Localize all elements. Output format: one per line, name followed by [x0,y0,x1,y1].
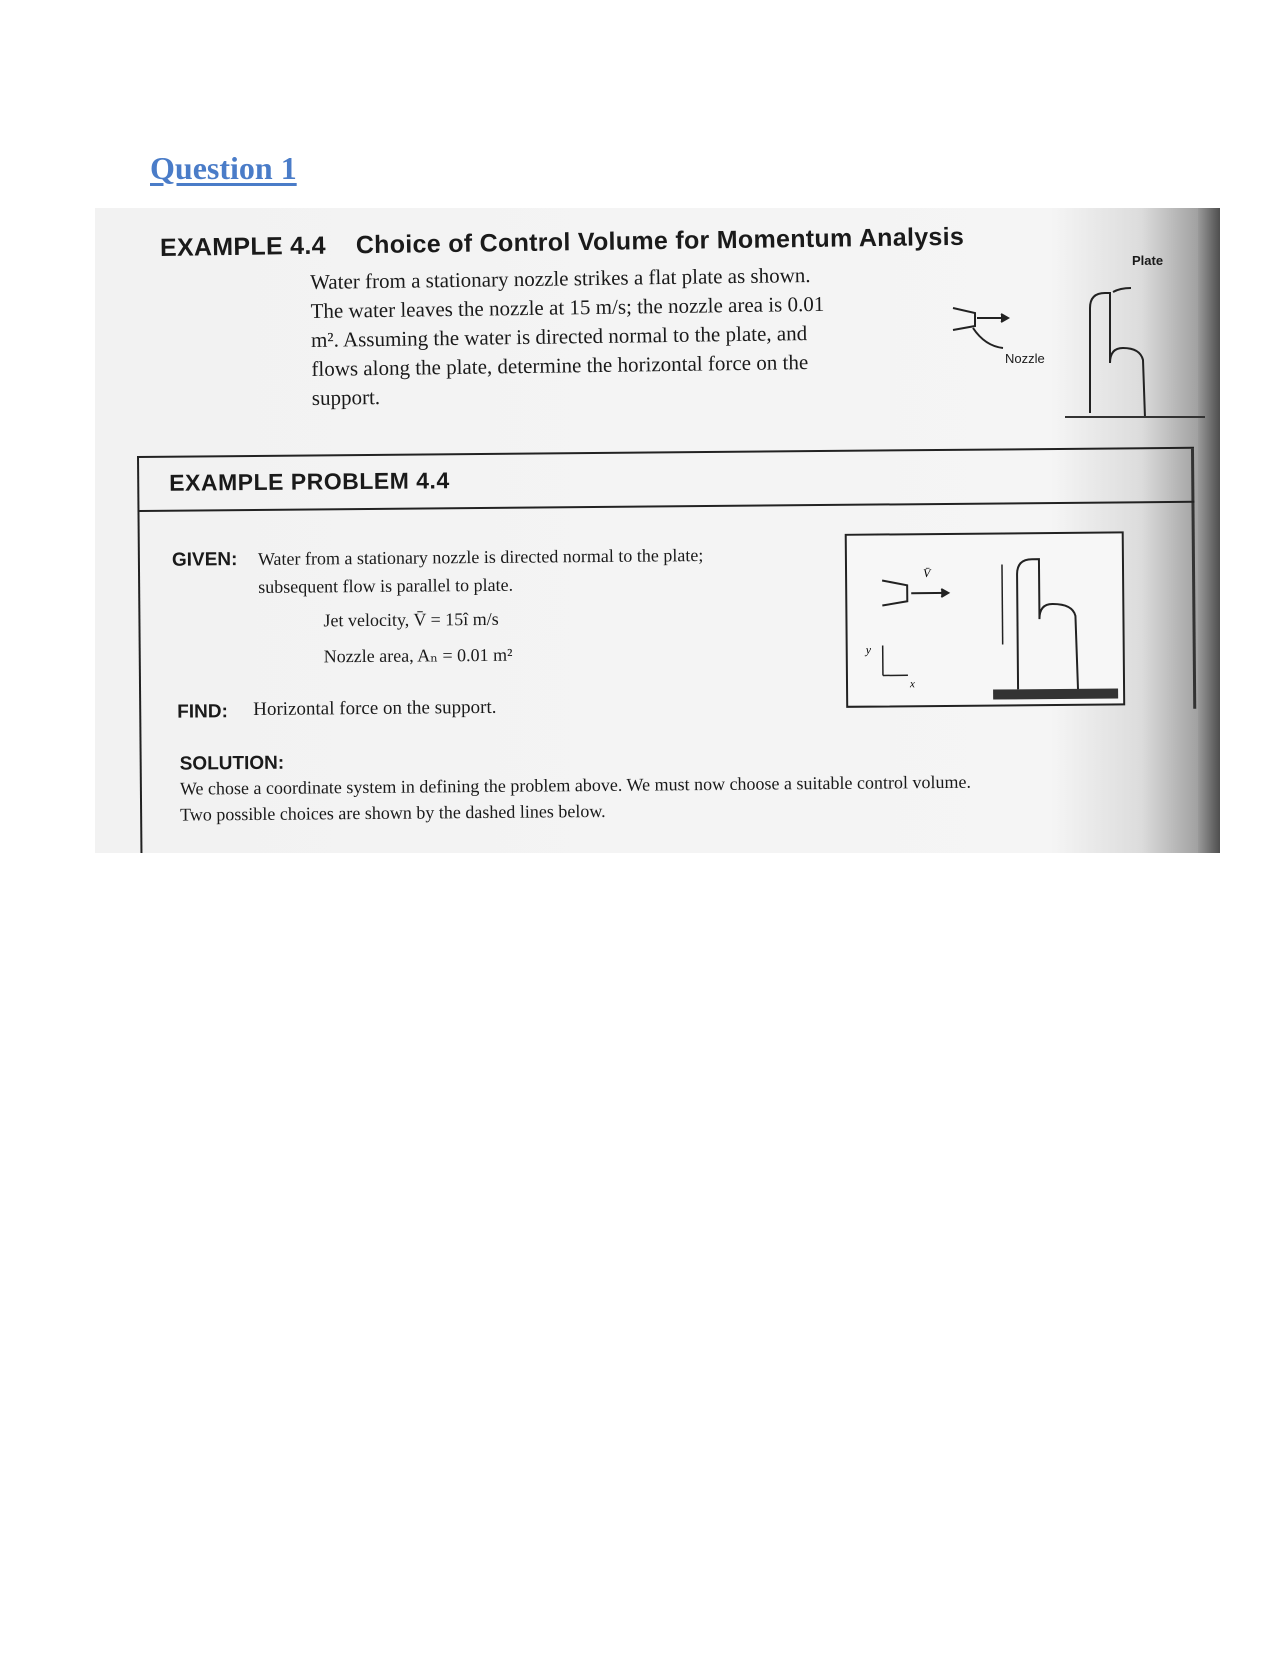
nozzle-area: Nozzle area, Aₙ = 0.01 m² [323,644,513,667]
support-base [993,688,1118,699]
nozzle-shape [953,308,975,330]
problem-figure [845,531,1126,707]
box-right-border [1191,449,1196,709]
given-line: Water from a stationary nozzle is directed normal to the plate; [257,545,704,569]
example-heading [160,223,964,263]
find-text: Horizontal force on the support. [253,696,497,720]
jet-arrow-head [1001,314,1008,322]
plate-outline [1017,559,1078,693]
problem-figure-drawing [847,533,1123,705]
example-body-line: flows along the plate, determine the horizontal force on the [311,350,809,381]
plate-label: Plate [1132,253,1164,268]
support-base [1065,416,1205,418]
velocity-arrow-head [941,589,948,597]
scanned-textbook-excerpt [95,208,1220,853]
example-number: EXAMPLE 4.4 [159,231,327,262]
given-text [258,540,818,601]
example-title: Choice of Control Volume for Momentum Analysis [355,222,965,260]
nozzle-plate-figure [945,248,1215,418]
nozzle-label: Nozzle [1005,351,1045,366]
example-body-line: Water from a stationary nozzle strikes a flat plate as shown. [310,263,811,294]
y-axis-label: y [865,642,872,657]
given-label: GIVEN: [171,549,238,571]
nozzle-pointer-line [973,328,1003,348]
problem-title: EXAMPLE PROBLEM 4.4 [169,467,450,496]
flow-line-up [1002,564,1003,644]
solution-line: We chose a coordinate system in defining the problem above. We must now choose a suitable control volume. [179,771,972,799]
example-problem-box [137,447,1198,853]
given-line: subsequent flow is parallel to plate. [258,574,514,597]
solution-text [180,767,1190,828]
solution-label: SOLUTION: [179,752,285,775]
title-divider [139,501,1194,512]
example-body-line: m². Assuming the water is directed normal to the plate, and [310,321,808,352]
question-title: Question 1 [150,150,297,186]
example-body-line: support. [311,385,381,410]
plate-outline [1090,293,1145,418]
example-body-line: The water leaves the nozzle at 15 m/s; the nozzle area is 0.01 [310,291,825,323]
nozzle-shape [882,580,907,605]
velocity-label: V̄ [922,566,931,581]
example-body [310,260,917,413]
jet-velocity: Jet velocity, V̄ = 15î m/s [323,608,499,631]
plate-pointer-line [1113,288,1131,292]
find-label: FIND: [177,701,228,723]
x-axis-label: x [909,678,915,691]
solution-line: Two possible choices are shown by the dashed lines below. [180,800,606,825]
